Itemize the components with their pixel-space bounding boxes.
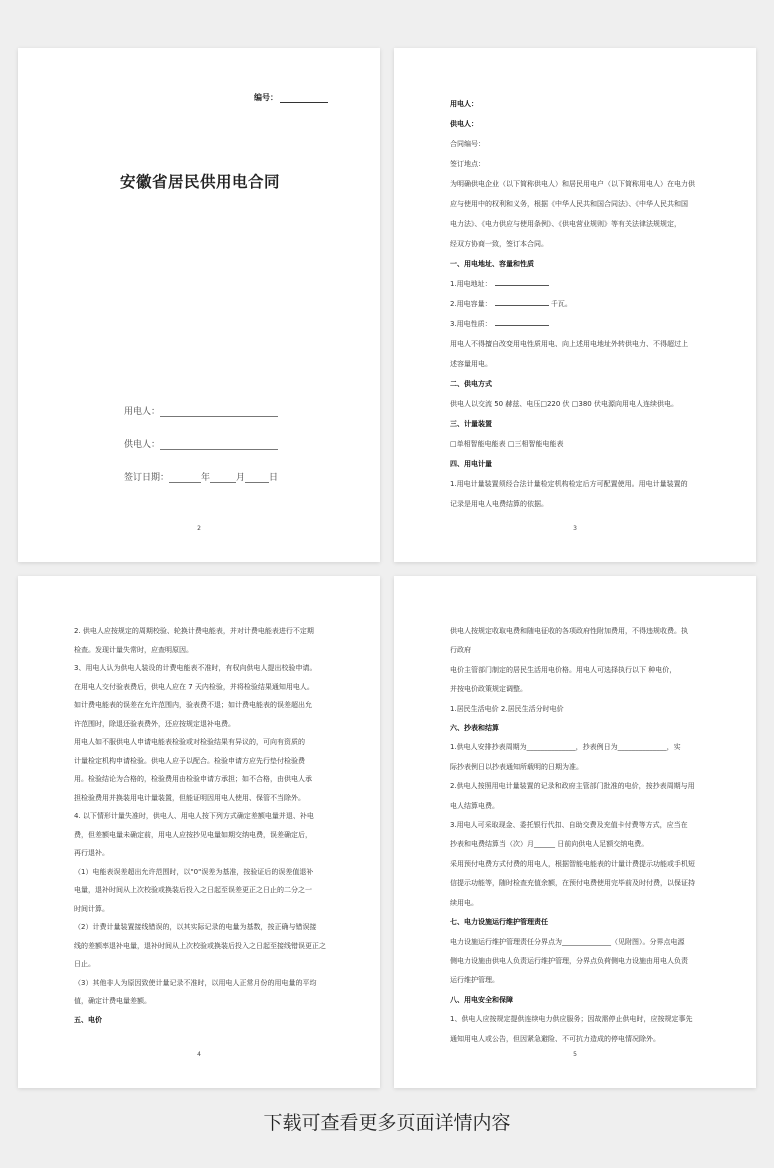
text-line: 签订地点： (450, 160, 485, 168)
text-line: 为明确供电企业（以下简称供电人）和居民用电户（以下简称用电人）在电力供 (450, 180, 695, 188)
cover-supplier-label: 供电人： (124, 440, 161, 450)
text-line: 线的差额率退补电量，退补时间从上次校验或换装后投入之日起至接线错误更正之 (74, 941, 326, 950)
text-line: 2. 供电人应按规定的周期校验、轮换计费电能表，并对计费电能表进行不定期 (74, 627, 314, 635)
contract-title: 安徽省居民供用电合同 (120, 173, 281, 191)
contract-number-blank (280, 94, 328, 103)
section-heading: 六、抄表和结算 (450, 724, 499, 733)
text-line: 再行退补。 (74, 849, 109, 857)
text-line: 许范围时，除退还验表费外，还应按规定退补电费。 (74, 719, 235, 728)
page-cover (18, 48, 380, 562)
section-heading: 供电人： (450, 120, 478, 128)
page-number: 2 (197, 525, 201, 532)
text-line: 合同编号： (450, 140, 485, 148)
text-line: 电力设施运行维护管理责任分界点为______________（见附图）。分界点电源 (450, 937, 685, 946)
text-line: 采用预付电费方式付费的用电人，根据智能电能表的计量计费提示功能或手机短 (450, 859, 695, 868)
text-line: 抄表和电费结算当（次）月______ 日前向供电人足额交纳电费。 (450, 840, 649, 849)
text-line: 3.用电性质： (450, 314, 706, 334)
cover-supplier-line (124, 437, 278, 450)
text-line: 如计费电能表的误差在允许范围内，验表费不退；如计费电能表的误差超出允 (74, 701, 312, 709)
text-line: （1）电能表误差超出允许范围时，以"0"误差为基准，按验证后的误差值退补 (74, 867, 314, 876)
section-heading: 三、计量装置 (450, 420, 492, 428)
text-line: 时间计算。 (74, 904, 109, 913)
text-line: 用。检验结论为合格的，检验费用由检验申请方承担；如不合格，由供电人承 (74, 775, 312, 783)
text-line: 日止。 (74, 960, 95, 968)
text-line: 1、供电人应按规定提供连续电力供应服务；因故需停止供电时，应按规定事先 (450, 1015, 693, 1024)
text-line: 3.用电人可采取现金、委托银行代扣、自助交费及充值卡付费等方式，应当在 (450, 821, 688, 830)
text-line: 通知用电人或公告，但因紧急避险、不可抗力造成的停电情况除外。 (450, 1034, 660, 1043)
cover-date-line (124, 470, 278, 483)
text-line: 际抄表例日以抄表通知所载明的日期为准。 (450, 762, 583, 771)
section-heading: 一、用电地址、容量和性质 (450, 260, 534, 268)
text-line: 经双方协商一致，签订本合同。 (450, 240, 548, 248)
section-heading: 二、供电方式 (450, 380, 492, 388)
text-line: 担检验费用并换装用电计量装置，但能证明因用电人使用、保管不当除外。 (74, 793, 305, 802)
cover-supplier-blank (160, 440, 278, 450)
date-day-label: 日 (269, 473, 279, 483)
date-day-blank (245, 473, 269, 483)
text-line: 计量检定机构申请检验。供电人应予以配合。检验申请方应先行垫付检验费 (74, 756, 305, 765)
section-heading: 八、用电安全和保障 (450, 995, 513, 1004)
text-line: 记录是用电人电费结算的依据。 (450, 500, 548, 508)
text-line: 1.用电计量装置须经合法计量检定机构检定后方可配置使用。用电计量装置的 (450, 480, 688, 488)
text-line: 信提示功能等，随时检查充值余额，在预付电费使用完毕前及时付费，以保证持 (450, 879, 695, 888)
text-line: 1.用电地址： (450, 274, 706, 294)
fill-blank (495, 318, 549, 326)
text-line: 费，但差额电量未确定前，用电人应按抄见电量如期交纳电费，误差确定后， (74, 830, 312, 839)
date-month-label: 月 (236, 473, 246, 483)
date-month-blank (210, 473, 236, 483)
text-line: 检查。发现计量失常时，应查明原因。 (74, 645, 193, 654)
text-line: 2.用电容量： 千瓦。 (450, 300, 572, 308)
text-line: 供电人以交流 50 赫兹、电压□220 伏 □380 伏电源向用电人连续供电。 (450, 400, 678, 408)
cover-date-label: 签订日期： (124, 473, 170, 483)
text-line: 1.居民生活电价 2.居民生活分时电价 (450, 704, 564, 713)
text-line: （3）其他非人为原因致使计量记录不准时，以用电人正常月份的用电量的平均 (74, 978, 317, 987)
page-number: 4 (197, 1051, 201, 1058)
text-line: 电力法》、《电力供应与使用条例》、《供电营业规则》等有关法律法规规定， (450, 220, 681, 228)
cover-user-blank (160, 407, 278, 417)
page-5-body (450, 622, 706, 1049)
section-heading: 五、电价 (74, 1015, 102, 1024)
section-heading: 用电人： (450, 100, 478, 108)
text-line: 在用电人交付验表费后，供电人应在 7 天内检验，并将检验结果通知用电人。 (74, 682, 314, 691)
page-number: 5 (573, 1051, 577, 1058)
text-line: 值，确定计费电量差额。 (74, 997, 151, 1005)
page-number: 3 (573, 525, 577, 532)
text-line: 述容量用电。 (450, 360, 492, 368)
page-4-body (74, 622, 330, 1029)
text-line: 1.供电人安排抄表周期为______________，抄表例日为______________，实 (450, 743, 681, 752)
text-line: 供电人按规定收取电费和随电征收的各项政府性附加费用，不得违规收费。执 (450, 627, 688, 635)
text-line: 行政府 (450, 646, 471, 655)
download-more-caption[interactable]: 下载可查看更多页面详情内容 (263, 1112, 511, 1134)
fill-blank (495, 298, 549, 306)
contract-number-label: 编号： (254, 93, 278, 102)
text-line: 续用电。 (450, 898, 478, 907)
text-line: 电人结算电费。 (450, 801, 499, 810)
text-line: 电价主管部门制定的居民生活用电价格。用电人可选择执行以下 种电价， (450, 665, 677, 674)
cover-user-line (124, 404, 278, 417)
text-line: （2）计费计量装置接线错误的，以其实际记录的电量为基数，按正确与错误接 (74, 923, 317, 931)
section-heading: 四、用电计量 (450, 460, 492, 468)
date-year-blank (169, 473, 201, 483)
section-heading: 七、电力设施运行维护管理责任 (450, 918, 548, 927)
cover-user-label: 用电人： (124, 407, 161, 417)
text-line: 4. 以下情形计量失准时，供电人、用电人按下列方式确定差额电量并退、补电 (74, 812, 314, 820)
text-line: 并按电价政策规定调整。 (450, 685, 527, 694)
page-4 (18, 576, 380, 1088)
text-line: □单相智能电能表 □三相智能电能表 (450, 440, 564, 448)
date-year-label: 年 (201, 473, 211, 483)
text-line: 电量，退补时间从上次校验或换装后投入之日起至误差更正之日止的二分之一 (74, 886, 312, 894)
text-line: 侧电力设施由供电人负责运行维护管理，分界点负荷侧电力设施由用电人负责 (450, 956, 688, 965)
text-line: 用电人如不服供电人申请电能表检验或对检验结果有异议的，可向有资质的 (74, 738, 305, 746)
page-3-body (450, 94, 706, 514)
text-line: 应与使用中的权利和义务，根据《中华人民共和国合同法》、《中华人民共和国 (450, 200, 688, 208)
contract-number-field (254, 92, 328, 103)
page-5 (394, 576, 756, 1088)
text-line: 用电人不得擅自改变用电性质用电、向上述用电地址外转供电力、不得超过上 (450, 340, 688, 348)
fill-blank (495, 278, 549, 286)
text-line: 运行维护管理。 (450, 976, 499, 985)
text-line: 2.供电人按照用电计量装置的记录和政府主管部门批准的电价，按抄表周期与用 (450, 782, 695, 791)
page-3 (394, 48, 756, 562)
text-line: 3、用电人认为供电人装设的计费电能表不准时，有权向供电人提出校验申请。 (74, 664, 317, 672)
